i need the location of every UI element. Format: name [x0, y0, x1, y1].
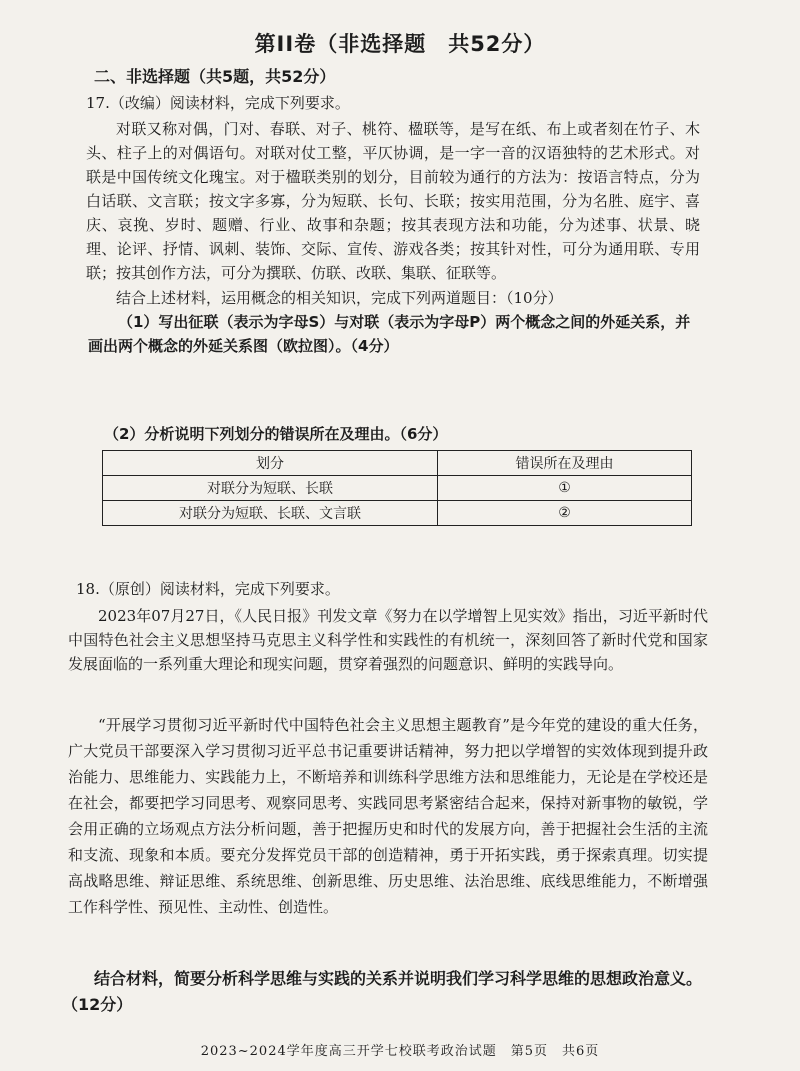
q17-subquestion-1: （1）写出征联（表示为字母S）与对联（表示为字母P）两个概念之间的外延关系，并画出两个概念的外延关系图（欧拉图）。（4分） — [88, 313, 691, 355]
q17-instruction: 结合上述材料，运用概念的相关知识，完成下列两道题目：（10分） — [116, 289, 563, 307]
part-title: 第II卷（非选择题 共52分） — [254, 32, 546, 56]
table-row — [103, 476, 692, 501]
page-footer: 2023~2024学年度高三开学七校联考政治试题 第5页 共6页 — [200, 1044, 600, 1059]
table-cell: 对联分为短联、长联 — [103, 476, 438, 501]
q17-material: 对联又称对偶，门对、春联、对子、桃符、楹联等，是写在纸、布上或者刻在竹子、木头、柱子上的对偶语句。对联对仗工整，平仄协调，是一字一音的汉语独特的艺术形式。对联是中国传统文化瑰宝。对于楹联类别的划分，目前较为通行的方法为：按语言特点，分为白话联、文言联；按文字多寡，分为短联、长句、长联；按实用范围，分为名胜、庭宇、喜庆、哀挽、岁时、题赠、行业、故事和杂题；按其表现方法和功能，分为述事、状景、晓理、论评、抒情、讽刺、装饰、交际、宣传、游戏各类；按其针对性，可分为通用联、专用联；按其创作方法，可分为撰联、仿联、改联、集联、征联等。 — [86, 120, 700, 282]
section-heading: 二、非选择题（共5题，共52分） — [94, 67, 336, 86]
table-cell: 对联分为短联、长联、文言联 — [103, 501, 438, 526]
table-row — [103, 501, 692, 526]
q18-question: 结合材料，简要分析科学思维与实践的关系并说明我们学习科学思维的思想政治意义。（12分） — [62, 969, 703, 1014]
q18-material-1: 2023年07月27日，《人民日报》刊发文章《努力在以学增智上见实效》指出，习近平新时代中国特色社会主义思想坚持马克思主义科学性和实践性的有机统一，深刻回答了新时代党和国家发展面临的一系列重大理论和现实问题，贯穿着强烈的问题意识、鲜明的实践导向。 — [68, 607, 708, 673]
division-error-table — [102, 450, 692, 526]
table-cell: ② — [438, 501, 692, 526]
q18-heading: 18.（原创）阅读材料，完成下列要求。 — [76, 580, 340, 598]
table-header: 错误所在及理由 — [438, 451, 692, 476]
table-cell: ① — [438, 476, 692, 501]
q17-subquestion-2: （2）分析说明下列划分的错误所在及理由。（6分） — [104, 425, 448, 443]
table-header-row — [103, 451, 692, 476]
q17-heading: 17.（改编）阅读材料，完成下列要求。 — [86, 94, 350, 112]
q18-material-2: “开展学习贯彻习近平新时代中国特色社会主义思想主题教育”是今年党的建设的重大任务，广大党员干部要深入学习贯彻习近平总书记重要讲话精神，努力把以学增智的实效体现到提升政治能力、思维能力、实践能力上，不断培养和训练科学思维方法和思维能力，无论是在学校还是在社会，都要把学习同思考、观察同思考、实践同思考紧密结合起来，保持对新事物的敏锐，学会用正确的立场观点方法分析问题，善于把握历史和时代的发展方向，善于把握社会生活的主流和支流、现象和本质。要充分发挥党员干部的创造精神，勇于开拓实践，勇于探索真理。切实提高战略思维、辩证思维、系统思维、创新思维、历史思维、法治思维、底线思维能力，不断增强工作科学性、预见性、主动性、创造性。 — [68, 716, 708, 916]
table-header: 划分 — [103, 451, 438, 476]
